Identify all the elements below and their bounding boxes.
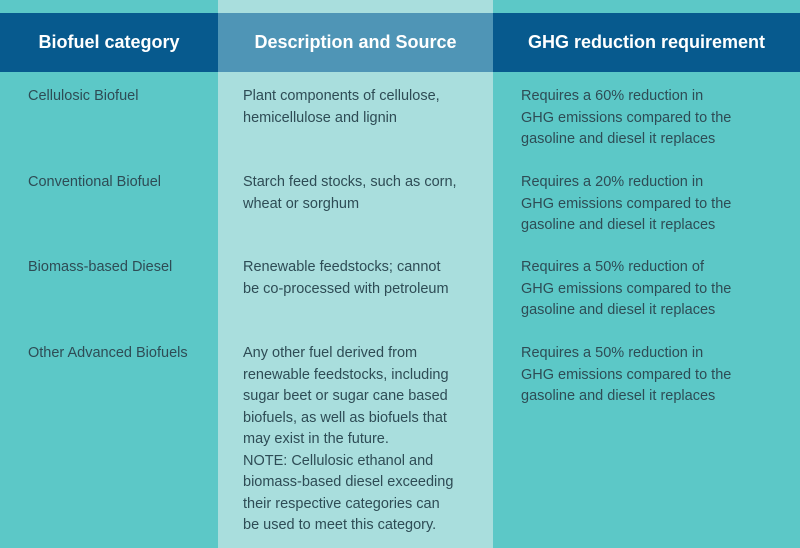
requirement-line: gasoline and diesel it replaces: [521, 131, 716, 147]
category-text: Other Advanced Biofuels: [28, 345, 188, 361]
description-note-line: be used to meet this category.: [243, 517, 437, 533]
table-row: [0, 257, 800, 322]
requirement-line: GHG emissions compared to the: [521, 280, 732, 297]
requirement-line: Requires a 50% reduction in: [521, 345, 704, 361]
description-cell: [218, 343, 493, 537]
requirement-line: gasoline and diesel it replaces: [521, 302, 716, 318]
description-line: hemicellulose and lignin: [243, 109, 397, 126]
description-cell: [218, 257, 493, 322]
description-cell: [218, 86, 493, 151]
requirement-line: gasoline and diesel it replaces: [521, 388, 716, 404]
requirement-cell: [493, 257, 800, 322]
header-ghg-reduction-requirement: GHG reduction requirement: [493, 13, 800, 72]
category-text: Biomass-based Diesel: [28, 259, 173, 275]
description-line: biofuels, as well as biofuels that: [243, 409, 447, 426]
category-text: Cellulosic Biofuel: [28, 88, 139, 104]
table-row: [0, 172, 800, 237]
table-header: [0, 13, 800, 72]
header-biofuel-category: Biofuel category: [0, 13, 218, 72]
description-line: may exist in the future.: [243, 431, 389, 447]
requirement-line: GHG emissions compared to the: [521, 366, 732, 383]
description-line: Plant components of cellulose,: [243, 88, 440, 104]
requirement-line: GHG emissions compared to the: [521, 109, 732, 126]
category-cell: [0, 343, 218, 537]
description-note-line: biomass-based diesel exceeding: [243, 474, 454, 490]
description-line: Renewable feedstocks; cannot: [243, 259, 441, 275]
description-line: wheat or sorghum: [243, 195, 360, 212]
table-body: [0, 72, 800, 548]
category-cell: [0, 86, 218, 151]
description-line: Any other fuel derived from: [243, 345, 418, 361]
requirement-line: Requires a 20% reduction in: [521, 174, 704, 190]
category-text: Conventional Biofuel: [28, 174, 162, 190]
requirement-line: GHG emissions compared to the: [521, 195, 732, 212]
description-line: sugar beet or sugar cane based: [243, 388, 448, 404]
table-row: [0, 343, 800, 537]
requirement-line: Requires a 60% reduction in: [521, 88, 704, 104]
description-note-line: their respective categories can: [243, 495, 440, 512]
requirement-cell: [493, 343, 800, 537]
description-line: renewable feedstocks, including: [243, 366, 449, 383]
table-row: [0, 86, 800, 151]
requirement-cell: [493, 172, 800, 237]
header-description-and-source: Description and Source: [218, 13, 493, 72]
requirement-line: gasoline and diesel it replaces: [521, 217, 716, 233]
description-cell: [218, 172, 493, 237]
description-line: Starch feed stocks, such as corn,: [243, 174, 457, 190]
description-line: be co-processed with petroleum: [243, 280, 449, 297]
category-cell: [0, 172, 218, 237]
description-note-line: NOTE: Cellulosic ethanol and: [243, 452, 434, 469]
requirement-cell: [493, 86, 800, 151]
requirement-line: Requires a 50% reduction of: [521, 259, 704, 275]
category-cell: [0, 257, 218, 322]
